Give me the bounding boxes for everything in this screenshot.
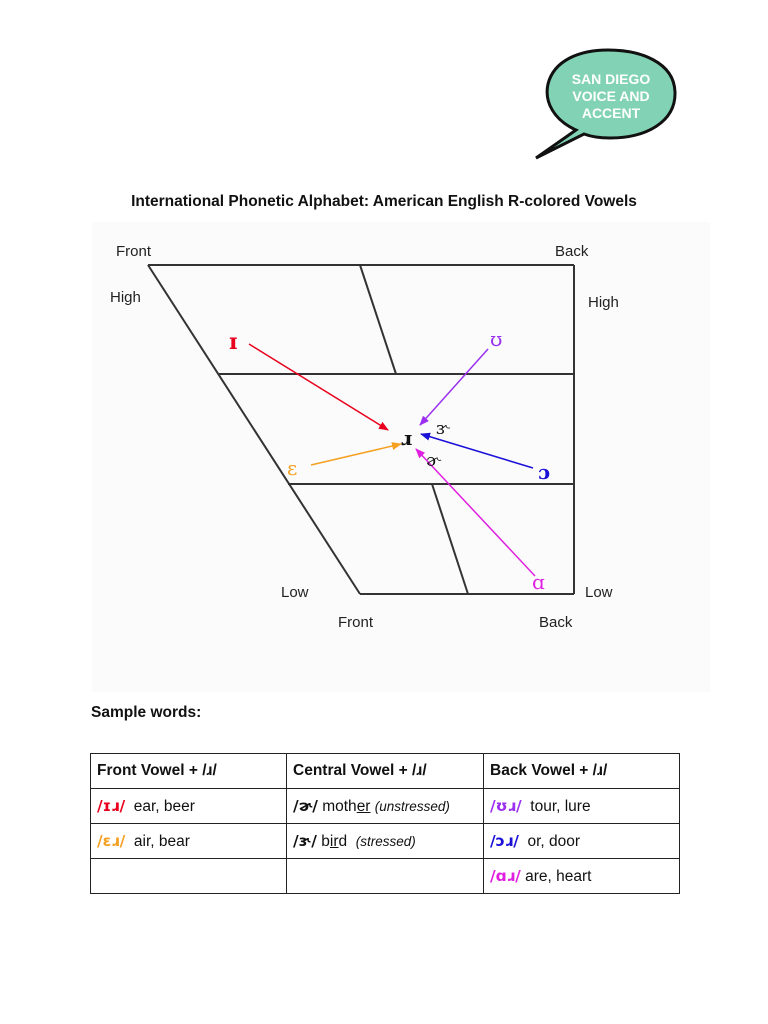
label-high-left: High xyxy=(110,289,141,306)
table-header-row xyxy=(91,754,680,789)
central-note-2: (stressed) xyxy=(355,833,416,849)
label-low-right: Low xyxy=(585,584,613,601)
table-cell xyxy=(287,789,484,824)
sample-words-table xyxy=(90,753,680,894)
label-bottom-back: Back xyxy=(539,614,573,631)
table-cell xyxy=(484,859,680,894)
speech-bubble-icon xyxy=(536,50,675,158)
central-unstressed-symbol: ɚ xyxy=(426,451,441,471)
vowel-symbol-back-high: ʊ xyxy=(490,327,503,351)
arrow-front-mid xyxy=(311,444,401,465)
vowel-chart xyxy=(92,222,710,692)
table-cell xyxy=(91,824,287,859)
table-cell-empty xyxy=(91,859,287,894)
logo-text-line-3: ACCENT xyxy=(581,105,641,121)
vowel-symbol-back-low: ɑ xyxy=(532,570,545,594)
sample-words-heading: Sample words: xyxy=(91,704,202,721)
central-word-1: mother xyxy=(322,797,371,815)
front-symbol-1: /ɪɹ/ xyxy=(97,796,126,815)
header-front-vowel: Front Vowel + /ɹ/ xyxy=(91,754,287,789)
vowel-symbol-back-mid: ɔ xyxy=(538,460,551,484)
label-bottom-front: Front xyxy=(338,614,374,631)
logo-text-line-2: VOICE AND xyxy=(572,88,650,104)
quad-upper-divider xyxy=(360,265,396,374)
central-word-2: bird xyxy=(321,832,348,850)
table-cell xyxy=(287,824,484,859)
table-row xyxy=(91,789,680,824)
back-symbol-1: /ʊɹ/ xyxy=(490,796,522,815)
table-cell xyxy=(484,824,680,859)
arrow-back-high xyxy=(420,349,488,425)
logo xyxy=(528,48,680,164)
label-low-left: Low xyxy=(281,584,309,601)
back-words-2: or, door xyxy=(527,832,581,850)
quad-left-edge xyxy=(148,265,360,594)
table-cell xyxy=(91,789,287,824)
label-high-right: High xyxy=(588,294,619,311)
central-stressed-symbol: ɝ xyxy=(436,419,450,439)
table-row xyxy=(91,859,680,894)
table-cell xyxy=(484,789,680,824)
front-words-2: air, bear xyxy=(133,832,190,850)
vowel-symbol-front-high: ɪ xyxy=(229,329,238,355)
page-title: International Phonetic Alphabet: American English R-colored Vowels xyxy=(131,193,637,210)
front-symbol-2: /ɛɹ/ xyxy=(97,831,126,850)
header-central-vowel: Central Vowel + /ɹ/ xyxy=(287,754,484,789)
table-cell-empty xyxy=(287,859,484,894)
target-r-symbol: ɹ xyxy=(401,426,413,450)
central-note-1: (unstressed) xyxy=(374,798,450,814)
central-symbol-2: /ɝ/ xyxy=(293,831,317,850)
vowel-chart-svg xyxy=(92,222,710,692)
quadrilateral xyxy=(148,265,574,594)
back-symbol-3: /ɑɹ/ xyxy=(490,866,521,885)
header-back-vowel: Back Vowel + /ɹ/ xyxy=(484,754,680,789)
arrow-front-high xyxy=(249,344,388,430)
quad-lower-divider xyxy=(432,484,468,594)
vowel-symbol-front-mid: ɛ xyxy=(287,456,298,480)
logo-text-line-1: SAN DIEGO xyxy=(571,71,651,87)
label-top-front: Front xyxy=(116,243,152,260)
table-row xyxy=(91,824,680,859)
front-words-1: ear, beer xyxy=(133,797,195,815)
back-symbol-2: /ɔɹ/ xyxy=(490,831,519,850)
back-words-1: tour, lure xyxy=(530,797,591,815)
central-symbol-1: /ɚ/ xyxy=(293,796,318,815)
back-words-3: are, heart xyxy=(525,867,592,885)
label-top-back: Back xyxy=(555,243,589,260)
